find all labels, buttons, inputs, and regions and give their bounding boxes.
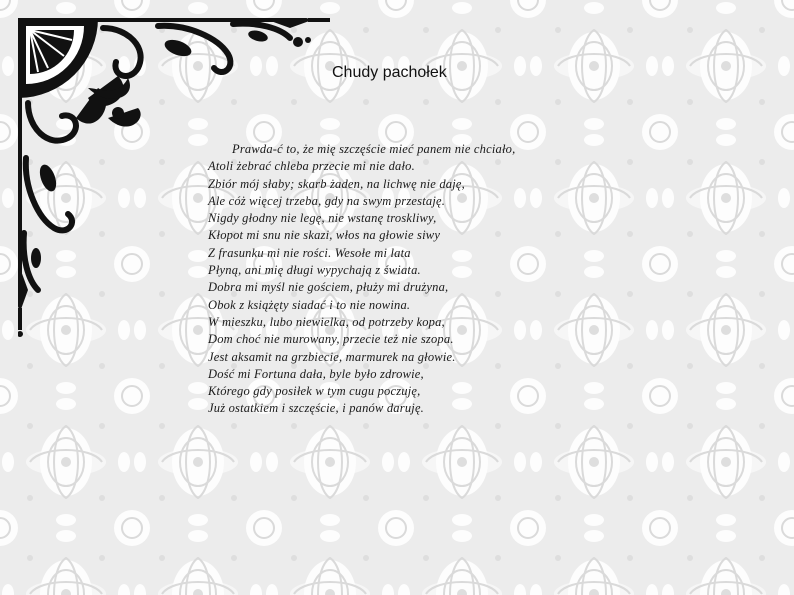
poem-line: Dość mi Fortuna dała, byle było zdrowie,: [208, 366, 424, 381]
poem-line: Zbiór mój słaby; skarb żaden, na lichwę nie daję,: [208, 176, 465, 191]
poem-line: Dom choć nie murowany, przecie też nie szopa.: [208, 332, 454, 347]
poem-line: Jest aksamit na grzbiecie, marmurek na głowie.: [208, 349, 456, 364]
slide-title: Chudy pachołek: [332, 64, 447, 81]
poem-line: Nigdy głodny nie legę, nie wstanę troskliwy,: [208, 211, 437, 226]
poem-line: Atoli żebrać chleba przecie mi nie dało.: [208, 159, 415, 174]
poem-line: Z frasunku mi nie rości. Wesołe mi lata: [208, 245, 411, 260]
poem-line: Płyną, ani mię długi wypychają z świata.: [208, 263, 421, 278]
poem-line: Ale cóż więcej trzeba, gdy na swym przestaję.: [208, 193, 446, 208]
poem-line: W mieszku, lubo niewielka, od potrzeby kopa,: [208, 314, 445, 329]
poem-line: Którego gdy posiłek w tym cugu poczuję,: [208, 384, 421, 399]
poem-line: Dobra mi myśl nie gościem, płuży mi drużyna,: [208, 280, 449, 295]
poem-line: Kłopot mi snu nie skazi, włos na głowie siwy: [208, 228, 441, 243]
poem-text: [208, 141, 628, 418]
poem-line: Obok z książęty siadać i to nie nowina.: [208, 297, 411, 312]
poem-line: Już ostatkiem i szczęście, i panów daruję.: [208, 401, 425, 416]
poem-line: Prawda-ć to, że mię szczęście mieć panem nie chciało,: [232, 142, 516, 156]
